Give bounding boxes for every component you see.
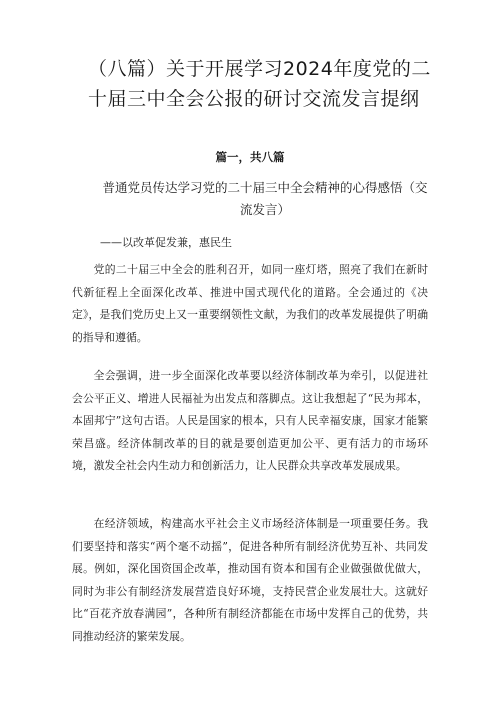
article-subtitle: ——以改革促发兼，惠民生 [100, 236, 232, 249]
body-paragraph: 在经济领域，构建高水平社会主义市场经济体制是一项重要任务。我们要坚持和落实“两个毫不动摇”，促进各种所有制经济优势互补、共同发展。例如，深化国资国企改革，推动国有资本和国有企业做强做优做大，同时为非公有制经济发展营造良好环境，支持民营企业发展壮大。这就好比“百花齐放春满园”，各种所有制经济都能在市场中发挥自己的优势，共同推动经济的繁荣发展。 [72, 517, 428, 643]
document-title: （八篇）关于开展学习2024年度党的二十届三中全会公报的研讨交流发言提纲 [88, 58, 431, 110]
body-paragraph: 党的二十届三中全会的胜利召开，如同一座灯塔，照亮了我们在新时代新征程上全面深化改革、推进中国式现代化的道路。全会通过的《决定》，是我们党历史上又一重要纲领性文献，为我们的改革发展提供了明确的指导和遵循。 [72, 263, 428, 344]
section-heading: 篇一，共八篇 [215, 150, 285, 164]
body-paragraph: 全会强调，进一步全面深化改革要以经济体制改革为牵引，以促进社会公平正义、增进人民福祉为出发点和落脚点。这让我想起了“民为邦本，本固邦宁”这句古语。人民是国家的根本，只有人民幸福安康，国家才能繁荣昌盛。经济体制改革的目的就是要创造更加公平、更有活力的市场环境，激发全社会内生动力和创新活力，让人民群众共享改革发展成果。 [72, 369, 428, 472]
article-title: 普通党员传达学习党的二十届三中全会精神的心得感悟（交流发言） [102, 180, 428, 217]
